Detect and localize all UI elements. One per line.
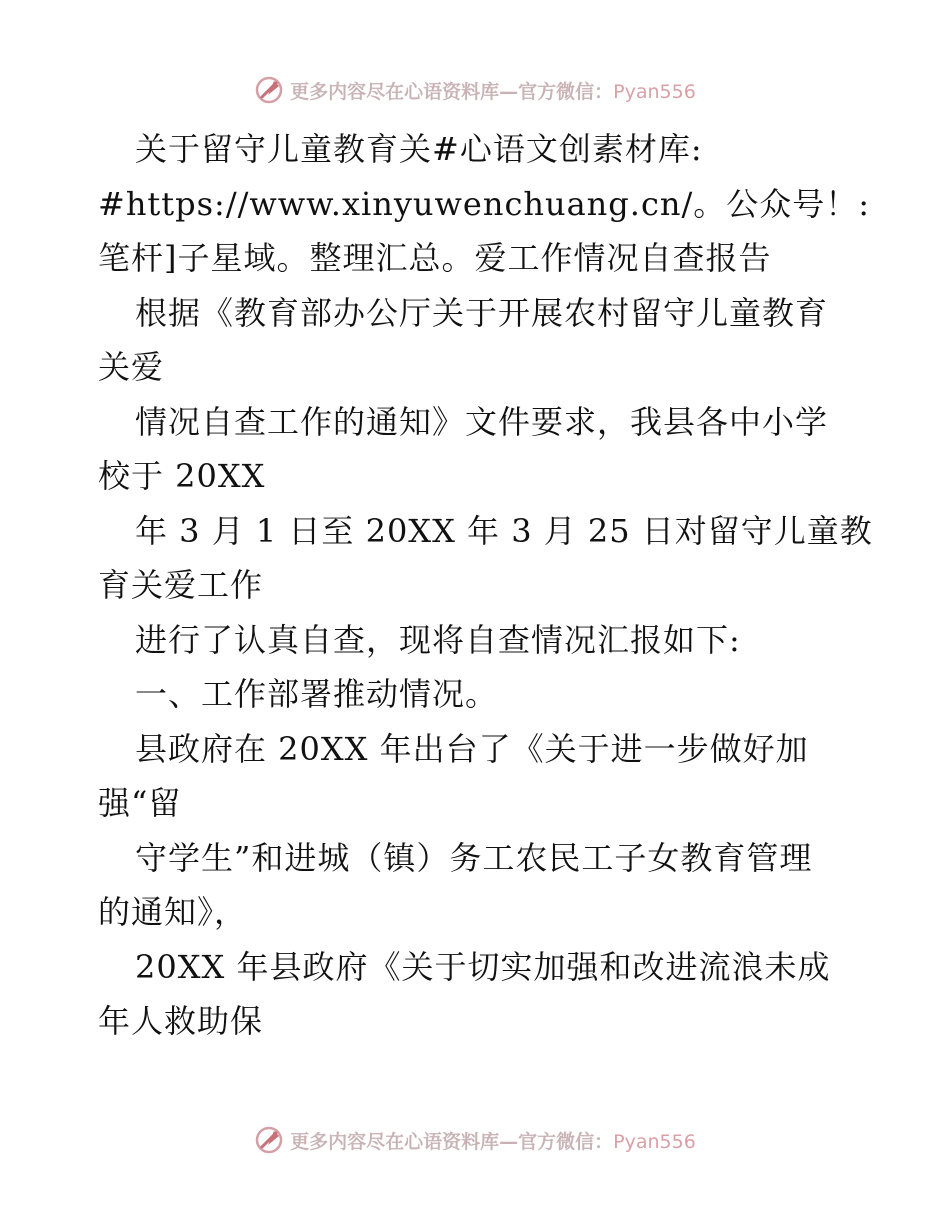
quill-logo-icon xyxy=(254,75,284,105)
text-line: 关于留守儿童教育关#心语文创素材库: xyxy=(135,130,703,168)
watermark-handle: Pyan556 xyxy=(613,80,696,103)
watermark-label: 更多内容尽在心语资料库—官方微信： xyxy=(290,80,614,103)
footer-watermark xyxy=(0,1120,950,1160)
text-line: 进行了认真自查，现将自查情况汇报如下: xyxy=(135,620,741,659)
watermark-text xyxy=(290,1127,696,1154)
header-watermark xyxy=(0,70,950,110)
watermark-label: 更多内容尽在心语资料库—官方微信： xyxy=(290,1130,614,1153)
section-heading: 一、工作部署推动情况。 xyxy=(135,675,499,713)
text-line: 笔杆]子星域。整理汇总。爱工作情况自查报告 xyxy=(98,239,772,277)
document-body xyxy=(98,122,873,1049)
text-line: #https://www.xinyuwenchuang.cn/。公众号！: xyxy=(98,184,871,223)
text-line: 强“留 xyxy=(98,784,182,822)
quill-logo-icon xyxy=(254,1125,284,1155)
text-line: 20XX 年县政府《关于切实加强和改进流浪未成 xyxy=(135,947,831,986)
text-line: 情况自查工作的通知》文件要求，我县各中小学 xyxy=(135,402,829,441)
watermark-handle: Pyan556 xyxy=(613,1130,696,1153)
text-line: 关爱 xyxy=(98,348,165,386)
text-line: 校于 20XX xyxy=(98,457,266,495)
text-line: 年 3 月 1 日至 20XX 年 3 月 25 日对留守儿童教 xyxy=(135,511,873,550)
watermark-text xyxy=(290,77,696,104)
text-line: 年人救助保 xyxy=(98,1002,264,1040)
text-line: 的通知》， xyxy=(98,893,248,931)
text-line: 守学生”和进城（镇）务工农民工子女教育管理 xyxy=(135,838,813,877)
text-line: 育关爱工作 xyxy=(98,566,264,604)
text-line: 县政府在 20XX 年出台了《关于进一步做好加 xyxy=(135,729,809,768)
text-line: 根据《教育部办公厅关于开展农村留守儿童教育 xyxy=(135,293,829,332)
